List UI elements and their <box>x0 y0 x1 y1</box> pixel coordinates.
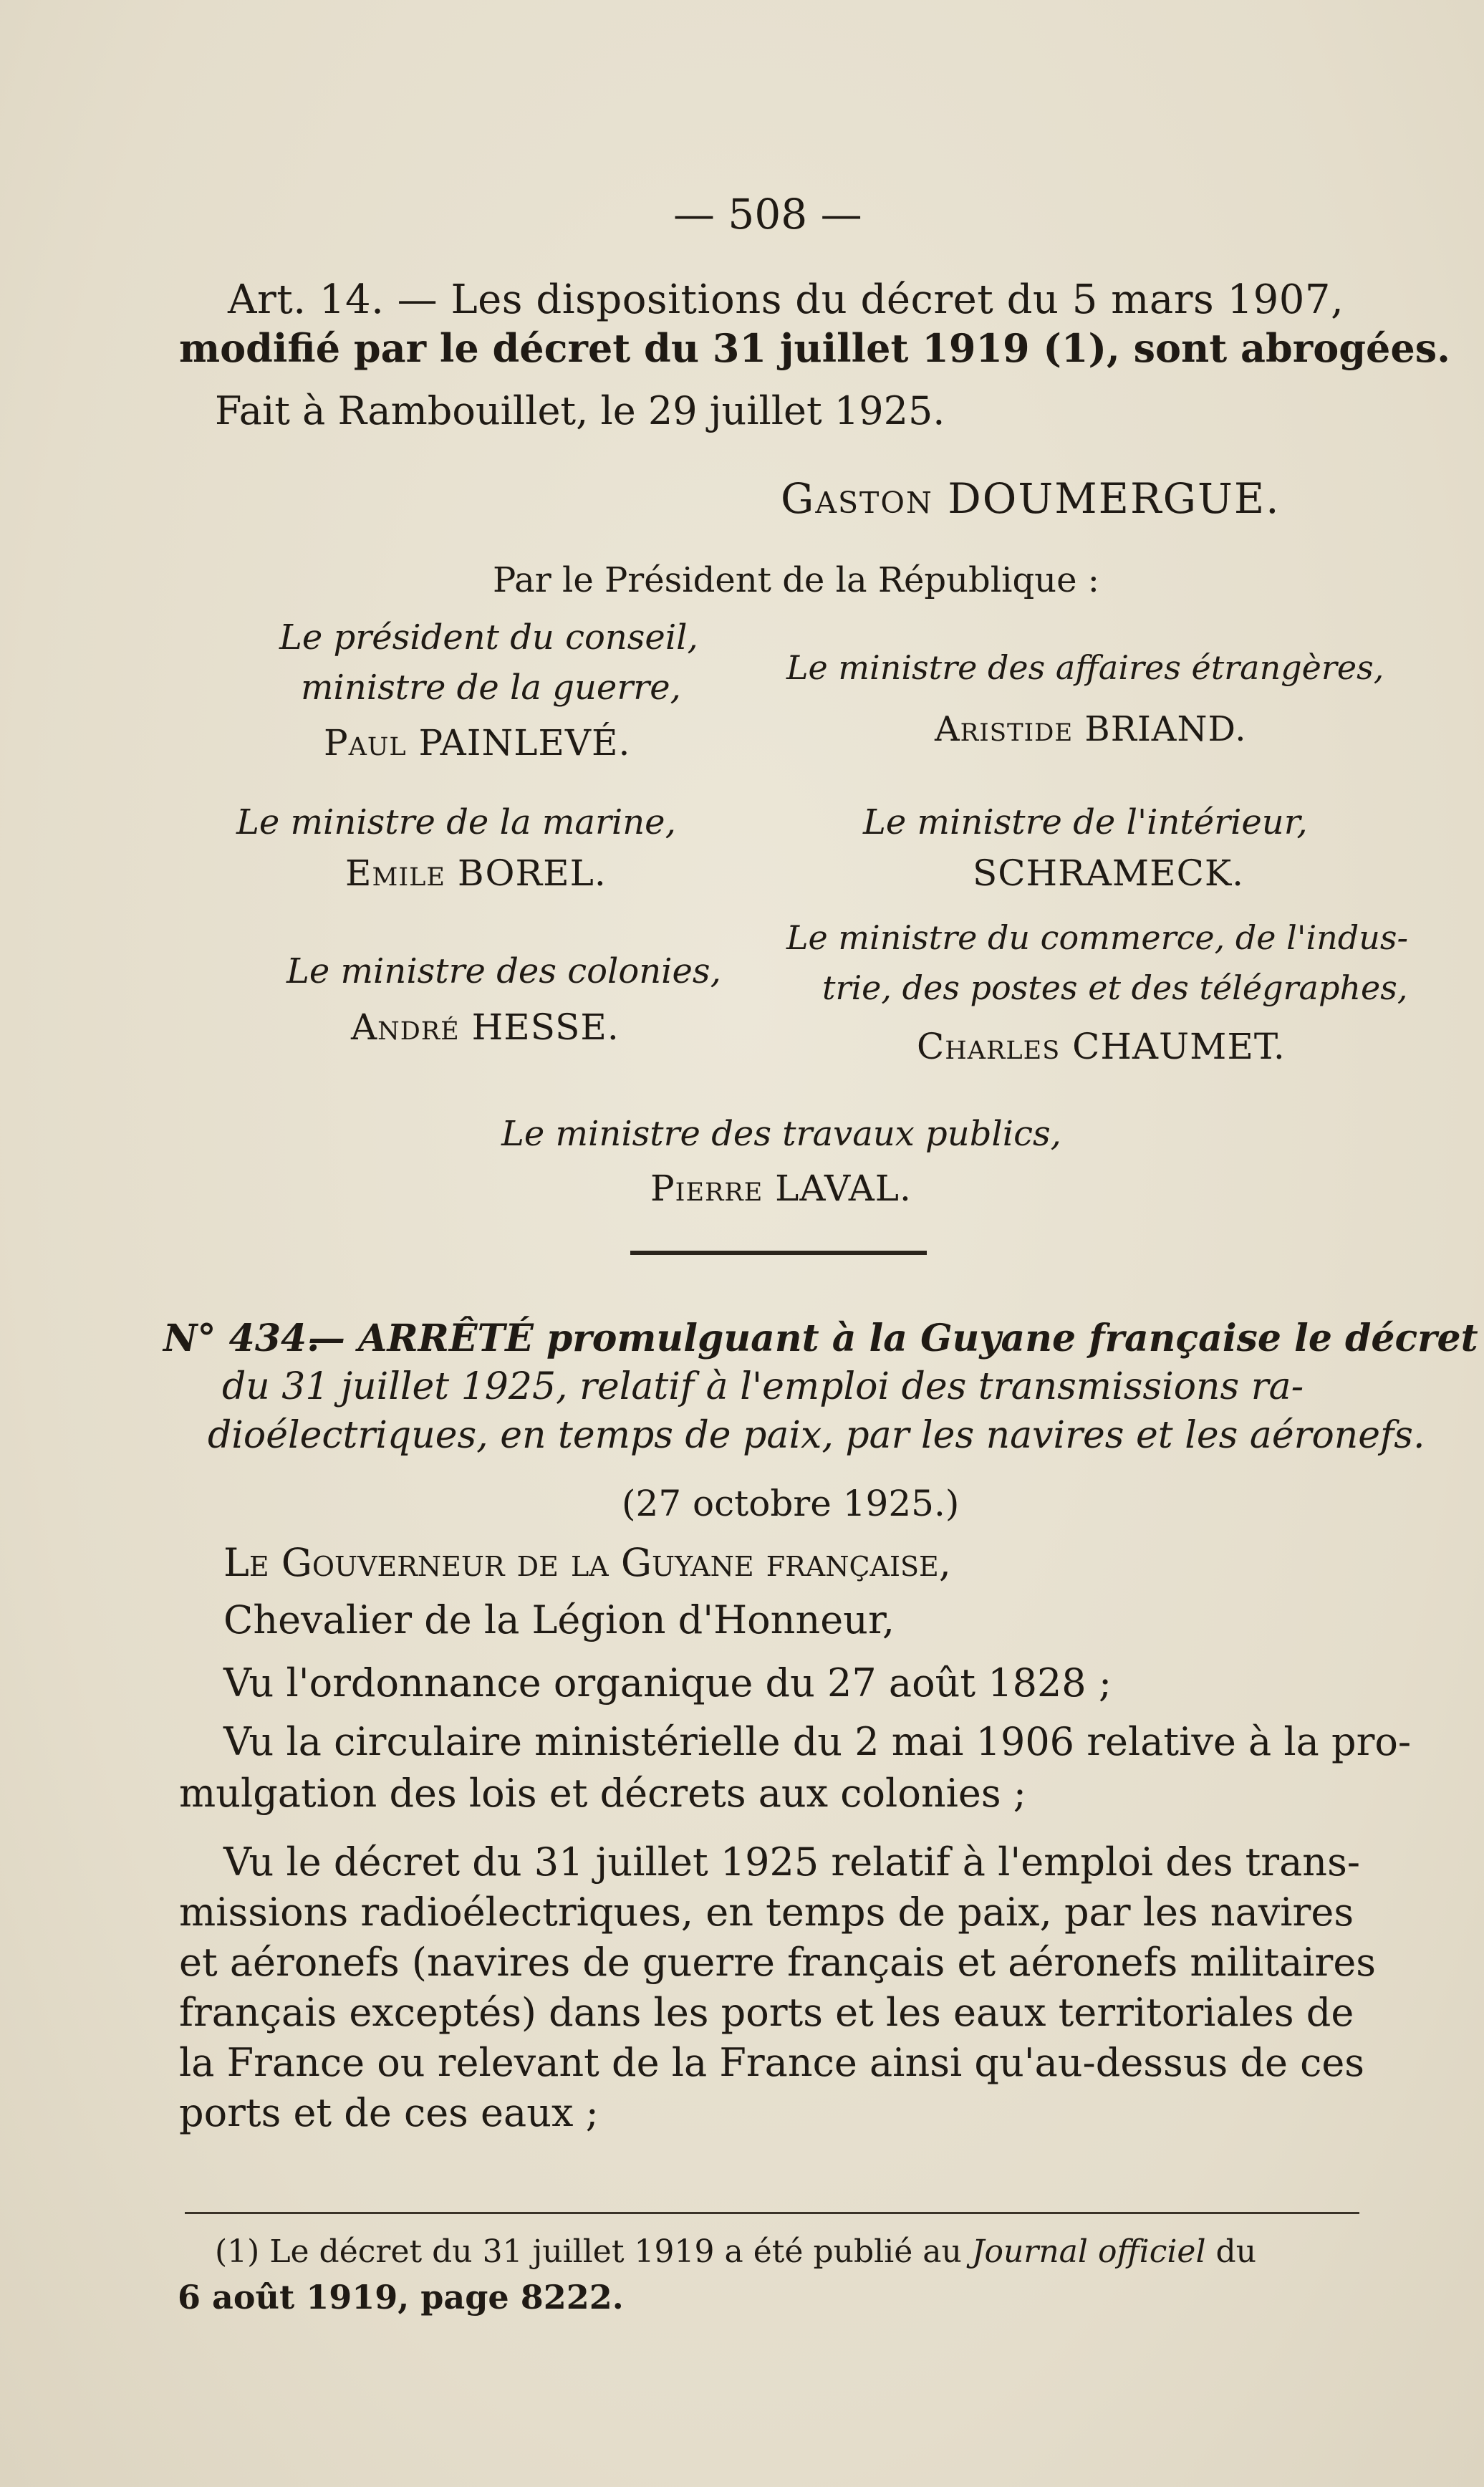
signature-left-1-name: Paul PAINLEVÉ. <box>324 722 631 764</box>
vu-decret-line-6: ports et de ces eaux ; <box>179 2090 599 2135</box>
signature-left-3-name: André HESSE. <box>351 1006 620 1048</box>
footnote-line-2: 6 août 1919, page 8222. <box>178 2278 624 2317</box>
arrete-heading-line-2: du 31 juillet 1925, relatif à l'emploi des transmissions ra- <box>222 1365 1304 1408</box>
signature-right-3-name: Charles CHAUMET. <box>917 1026 1286 1067</box>
signature-right-1-name: Aristide BRIAND. <box>935 709 1247 749</box>
section-divider <box>630 1251 927 1255</box>
signature-center-title: Le ministre des travaux publics, <box>501 1114 1061 1154</box>
signature-left-1-title-1: Le président du conseil, <box>279 617 698 658</box>
place-date: Fait à Rambouillet, le 29 juillet 1925. <box>215 388 945 433</box>
president-signature: Gaston DOUMERGUE. <box>781 474 1281 523</box>
page-number: — 508 — <box>673 190 862 239</box>
vu-decret-line-2: missions radioélectriques, en temps de paix, par les navires <box>179 1890 1354 1935</box>
governor-line-1: Le Gouverneur de la Guyane française, <box>223 1540 951 1585</box>
arrete-heading-line-3: dioélectriques, en temps de paix, par les navires et les aéronefs. <box>208 1414 1425 1457</box>
article-line-1: Art. 14. — Les dispositions du décret du 5 mars 1907, <box>228 276 1344 323</box>
signature-right-2-title-1: Le ministre de l'intérieur, <box>863 802 1308 842</box>
signature-right-1-title-1: Le ministre des affaires étrangères, <box>786 648 1384 687</box>
signature-left-2-name: Emile BOREL. <box>345 852 607 894</box>
signature-right-2-name: SCHRAMECK. <box>973 852 1245 894</box>
footnote-journal-title: Journal officiel <box>971 2233 1206 2270</box>
footnote-text-suffix: du <box>1205 2233 1257 2270</box>
vu-ordonnance: Vu l'ordonnance organique du 27 août 1828 ; <box>223 1660 1112 1706</box>
signature-right-3-title-1: Le ministre du commerce, de l'indus- <box>786 918 1409 957</box>
footnote-text-prefix: (1) Le décret du 31 juillet 1919 a été publié au <box>215 2233 972 2270</box>
footnote-line-1 <box>215 2233 1256 2270</box>
signature-center-name: Pierre LAVAL. <box>650 1168 912 1209</box>
arrete-number: N° 434. <box>163 1317 320 1360</box>
vu-decret-line-4: français exceptés) dans les ports et les eaux territoriales de <box>179 1990 1354 2035</box>
article-line-2: modifié par le décret du 31 juillet 1919 (1), sont abrogées. <box>179 325 1450 371</box>
vu-circulaire-line-2: mulgation des lois et décrets aux colonies ; <box>179 1771 1026 1816</box>
vu-decret-line-1: Vu le décret du 31 juillet 1925 relatif à l'emploi des trans- <box>223 1839 1361 1885</box>
footnote-divider <box>185 2212 1359 2214</box>
signature-left-2-title-1: Le ministre de la marine, <box>236 802 676 842</box>
arrete-heading-line-1: — ARRÊTÉ promulguant à la Guyane française le décret <box>308 1317 1478 1360</box>
vu-circulaire-line-1: Vu la circulaire ministérielle du 2 mai 1906 relative à la pro- <box>223 1719 1412 1764</box>
governor-line-2: Chevalier de la Légion d'Honneur, <box>223 1597 895 1642</box>
signature-intro: Par le Président de la République : <box>493 560 1099 600</box>
vu-decret-line-5: la France ou relevant de la France ainsi qu'au-dessus de ces <box>179 2040 1364 2085</box>
signature-right-3-title-2: trie, des postes et des télégraphes, <box>822 968 1408 1007</box>
signature-left-3-title-1: Le ministre des colonies, <box>286 951 721 991</box>
arrete-date: (27 octobre 1925.) <box>622 1483 960 1524</box>
signature-left-1-title-2: ministre de la guerre, <box>301 668 681 708</box>
vu-decret-line-3: et aéronefs (navires de guerre français et aéronefs militaires <box>179 1940 1377 1985</box>
